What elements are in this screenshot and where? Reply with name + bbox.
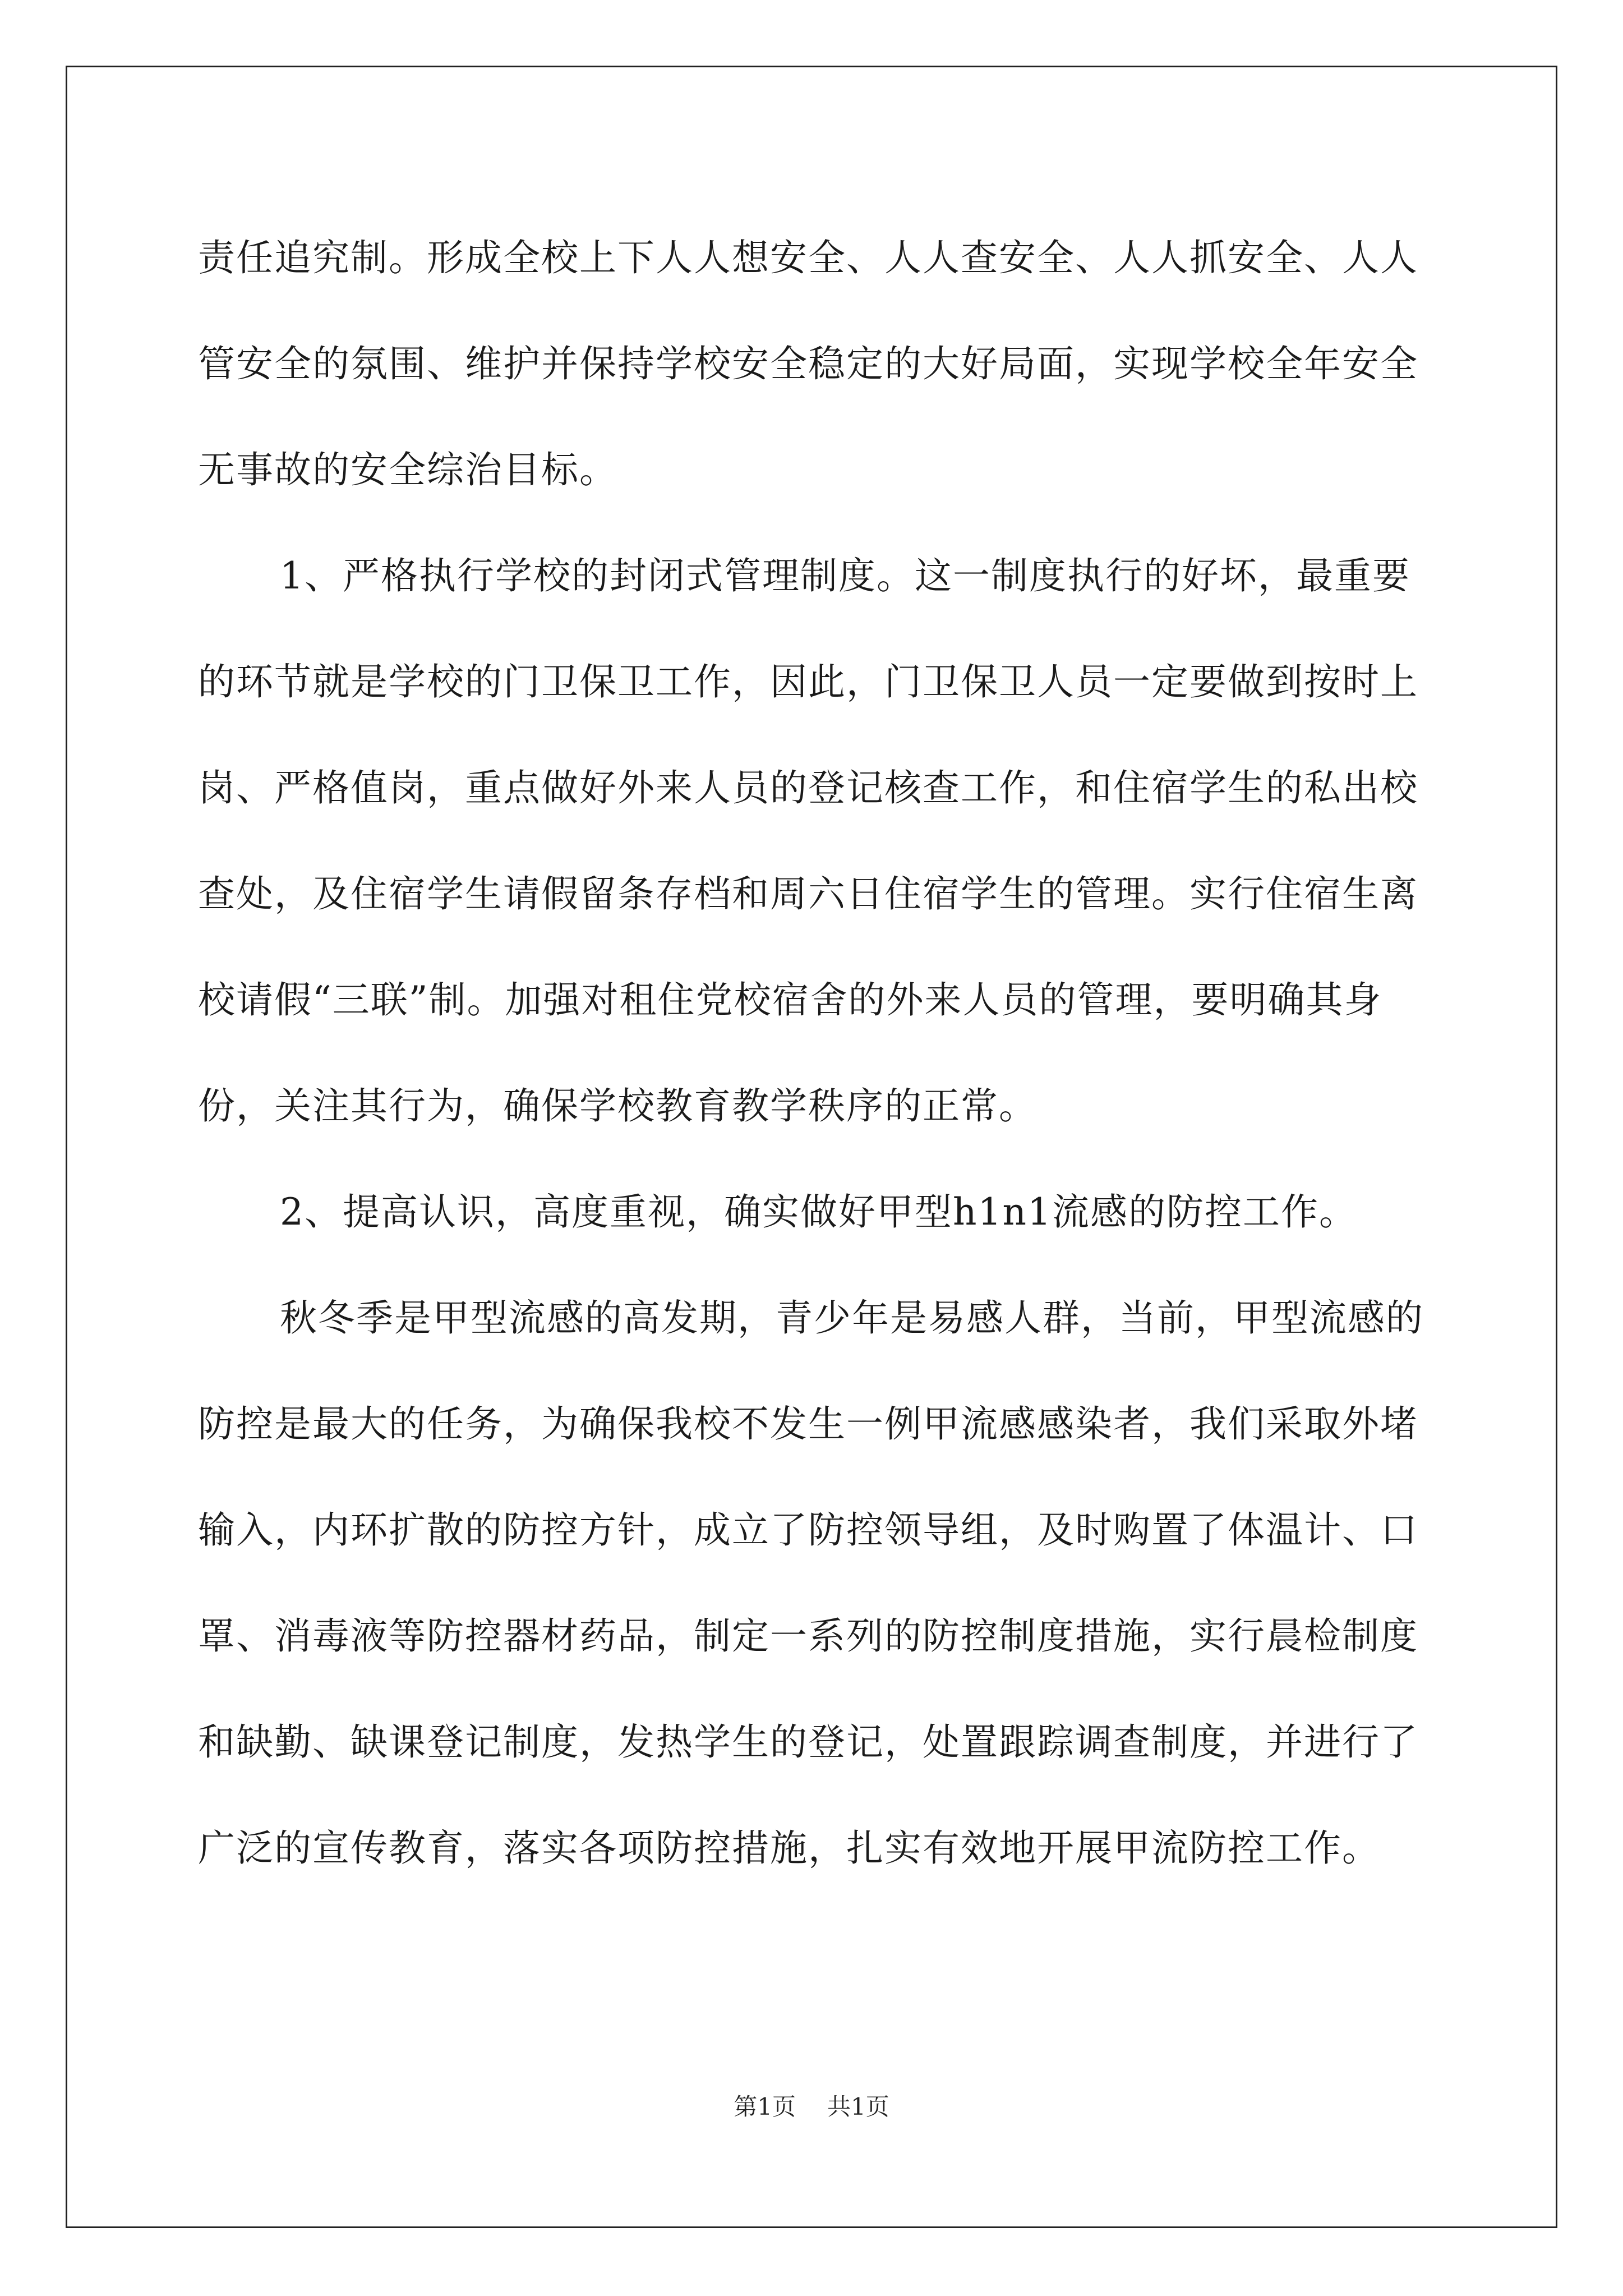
paragraph: 秋冬季是甲型流感的高发期，青少年是易感人群，当前，甲型流感的防控是最大的任务，为确保我校不发生一例甲流感感染者，我们采取外堵输入，内环扩散的防控方针，成立了防控领导组，及时购置了体温计、口罩、消毒液等防控器材药品，制定一系列的防控制度措施，实行晨检制度和缺勤、缺课登记制度，发热学生的登记，处置跟踪调查制度，并进行了广泛的宣传教育，落实各项防控措施，扎实有效地开展甲流防控工作。 — [198, 1296, 1424, 1870]
document-body — [198, 205, 1432, 1901]
paragraph: 2、提高认识，高度重视，确实做好甲型h1n1流感的防控工作。 — [280, 1190, 1357, 1234]
paragraph: 责任追究制。形成全校上下人人想安全、人人查安全、人人抓安全、人人管安全的氛围、维护并保持学校安全稳定的大好局面，实现学校全年安全无事故的安全综治目标。 — [198, 236, 1418, 491]
page-number-total: 共1页 — [827, 2093, 889, 2120]
page-footer — [0, 2091, 1623, 2123]
paragraph: 1、严格执行学校的封闭式管理制度。这一制度执行的好坏，最重要的环节就是学校的门卫保卫工作，因此，门卫保卫人员一定要做到按时上岗、严格值岗，重点做好外来人员的登记核查工作，和住宿学生的私出校查处，及住宿学生请假留条存档和周六日住宿学生的管理。实行住宿生离校请假“三联”制。加强对租住党校宿舍的外来人员的管理，要明确其身份，关注其行为，确保学校教育教学秩序的正常。 — [198, 554, 1418, 1128]
page-number-current: 第1页 — [734, 2093, 796, 2120]
